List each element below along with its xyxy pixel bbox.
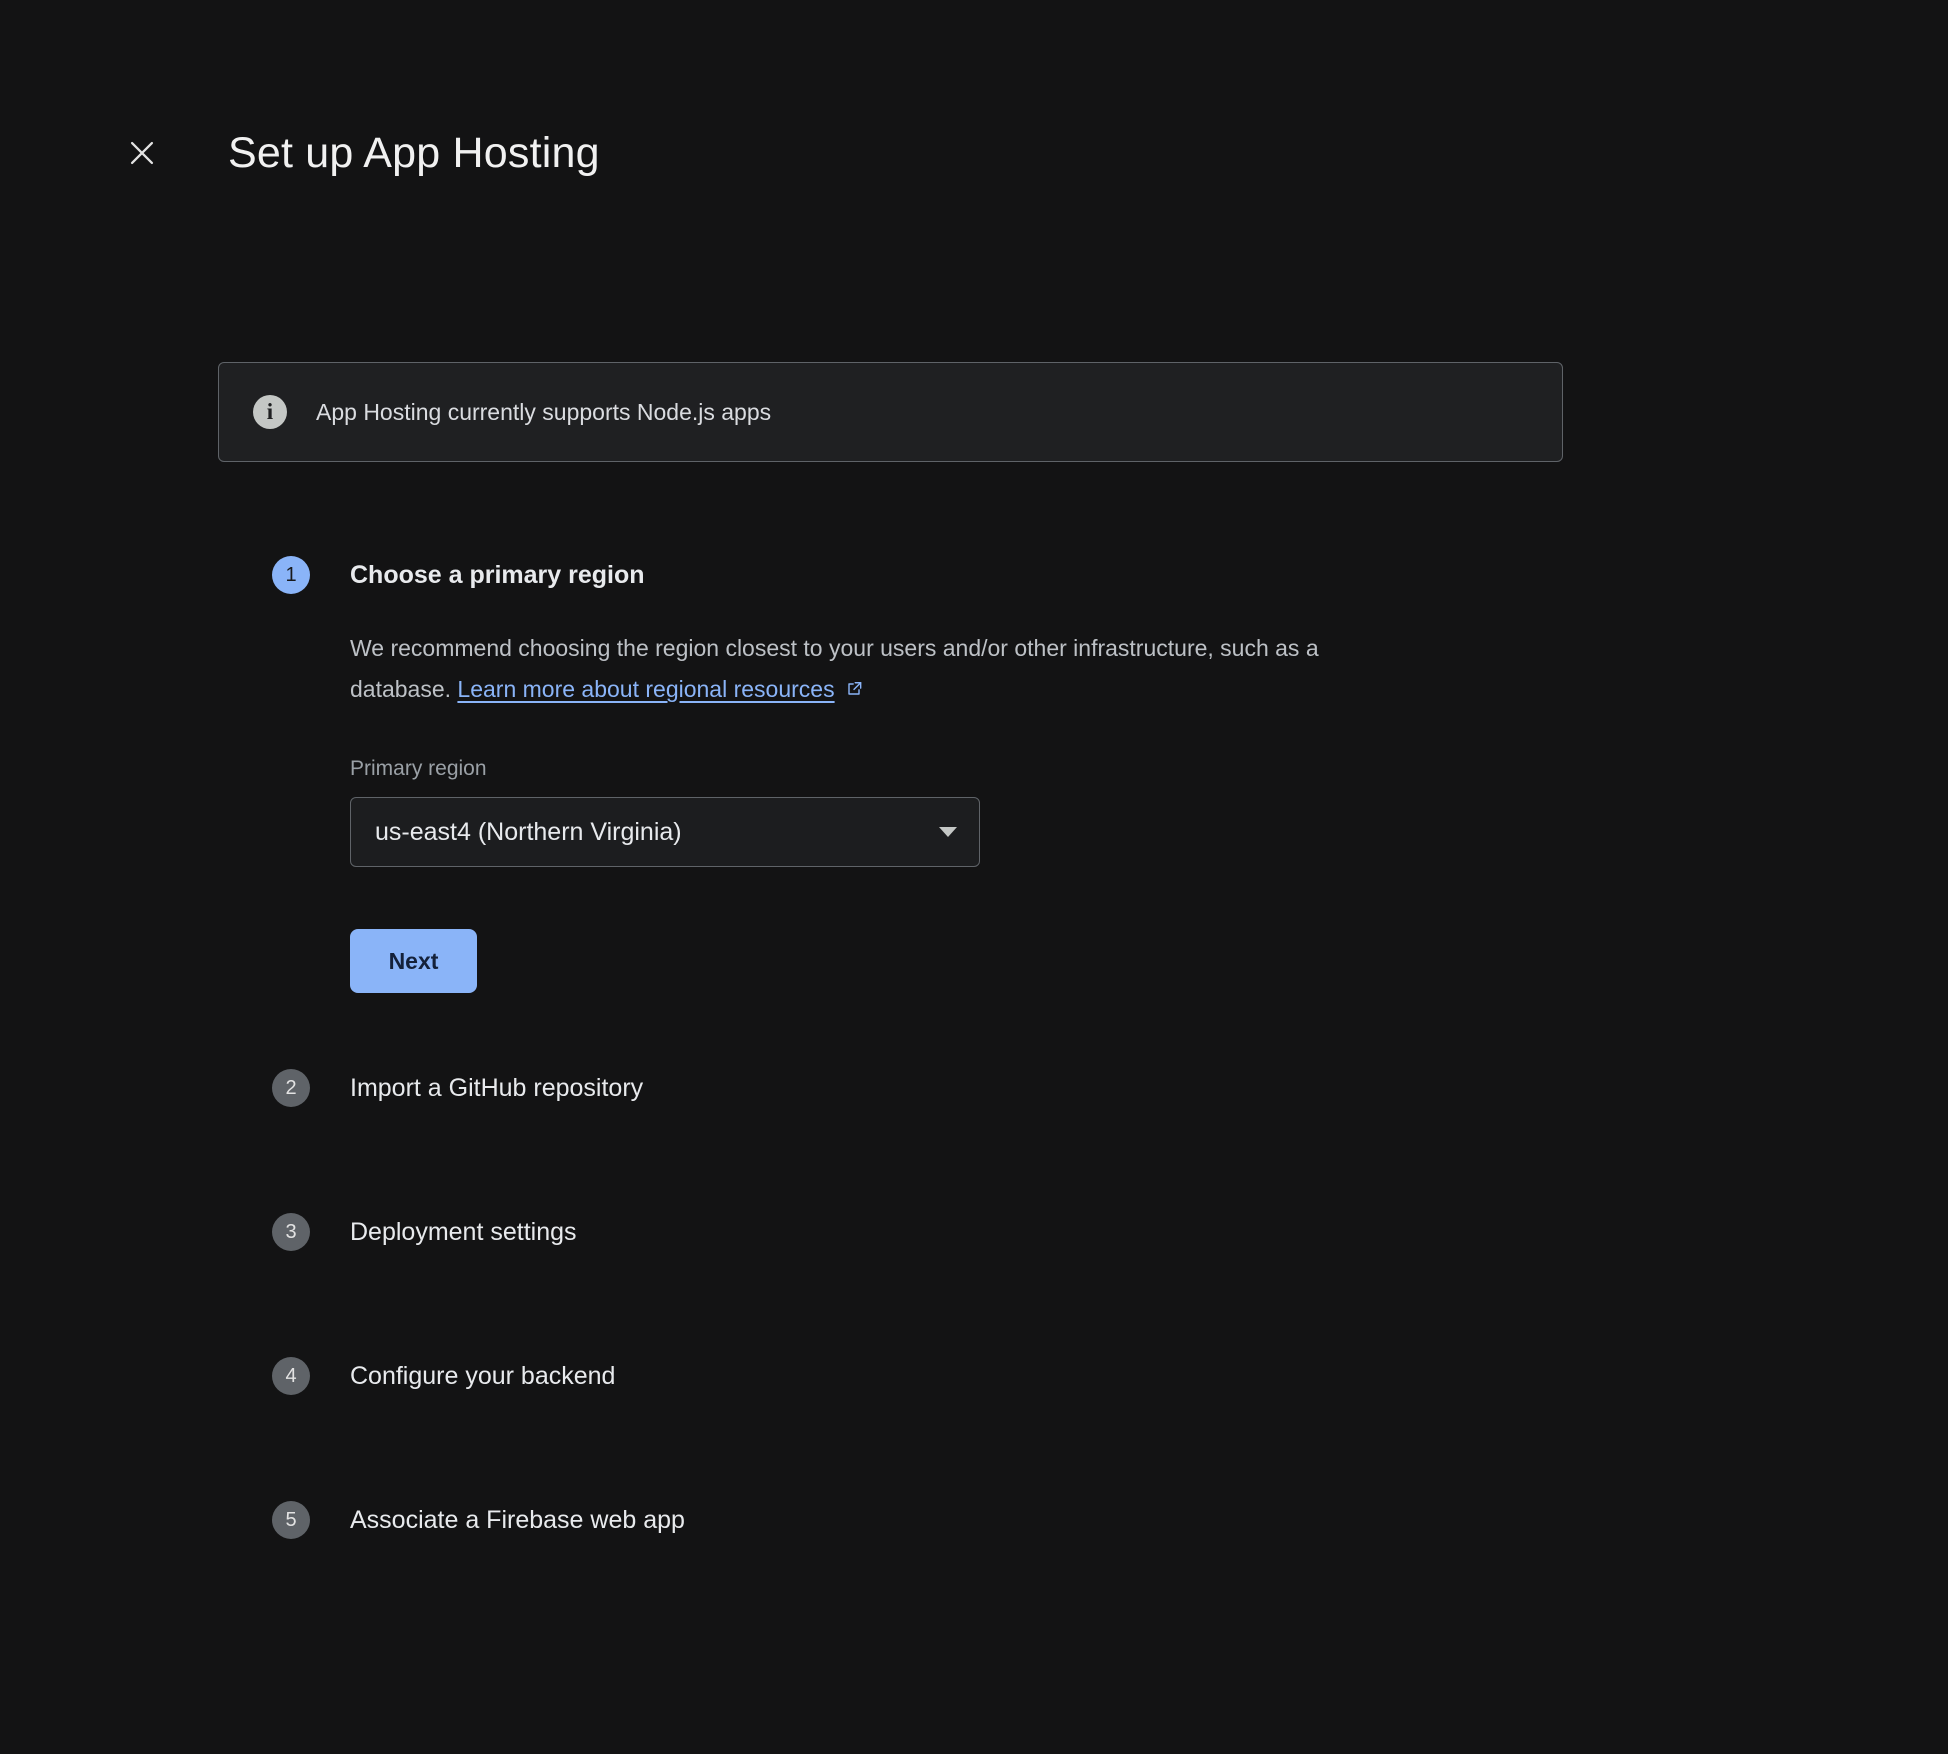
primary-region-label: Primary region (350, 757, 487, 780)
step-marker-3 (268, 1213, 314, 1251)
step-title-5[interactable]: Associate a Firebase web app (350, 1506, 685, 1534)
step-spacer-2 (350, 1107, 1768, 1213)
step-body-2 (314, 1069, 1768, 1213)
step-content-1 (350, 594, 1768, 1069)
step-body-1 (314, 556, 1768, 1069)
info-icon: i (253, 395, 287, 429)
primary-region-value: us-east4 (Northern Virginia) (375, 817, 682, 846)
step-body-4 (314, 1357, 1768, 1501)
step-number-5: 5 (272, 1501, 310, 1539)
step-deployment-settings (268, 1213, 1768, 1357)
step-title-1[interactable]: Choose a primary region (350, 561, 645, 589)
info-banner (218, 362, 1563, 462)
step-spacer-3 (350, 1251, 1768, 1357)
setup-stepper (268, 556, 1768, 1539)
info-banner-text: App Hosting currently supports Node.js apps (316, 398, 772, 425)
step-marker-4 (268, 1357, 314, 1395)
learn-more-link[interactable]: Learn more about regional resources (457, 676, 835, 702)
step-body-5 (314, 1501, 1768, 1539)
step-marker-1 (268, 556, 314, 594)
next-button[interactable]: Next (350, 929, 477, 993)
page-title: Set up App Hosting (228, 128, 600, 177)
close-icon[interactable] (112, 123, 172, 183)
primary-region-select[interactable] (350, 797, 980, 867)
dialog-header (0, 118, 600, 188)
step-body-3 (314, 1213, 1768, 1357)
step-associate-firebase-web-app (268, 1501, 1768, 1539)
step-spacer-4 (350, 1395, 1768, 1501)
step-import-github-repository (268, 1069, 1768, 1213)
step-description-1 (350, 628, 1360, 712)
step-title-4[interactable]: Configure your backend (350, 1362, 616, 1390)
step-title-2[interactable]: Import a GitHub repository (350, 1074, 644, 1102)
step-number-2: 2 (272, 1069, 310, 1107)
step-marker-5 (268, 1501, 314, 1539)
step-number-1: 1 (272, 556, 310, 594)
step-number-4: 4 (272, 1357, 310, 1395)
step-choose-primary-region (268, 556, 1768, 1069)
external-link-icon[interactable] (844, 671, 864, 712)
step-title-3[interactable]: Deployment settings (350, 1218, 577, 1246)
step-description-text: We recommend choosing the region closest to your users and/or other infrastructure, such as a database. (350, 635, 1319, 702)
chevron-down-icon (939, 827, 957, 837)
step-number-3: 3 (272, 1213, 310, 1251)
step-configure-your-backend (268, 1357, 1768, 1501)
step-marker-2 (268, 1069, 314, 1107)
